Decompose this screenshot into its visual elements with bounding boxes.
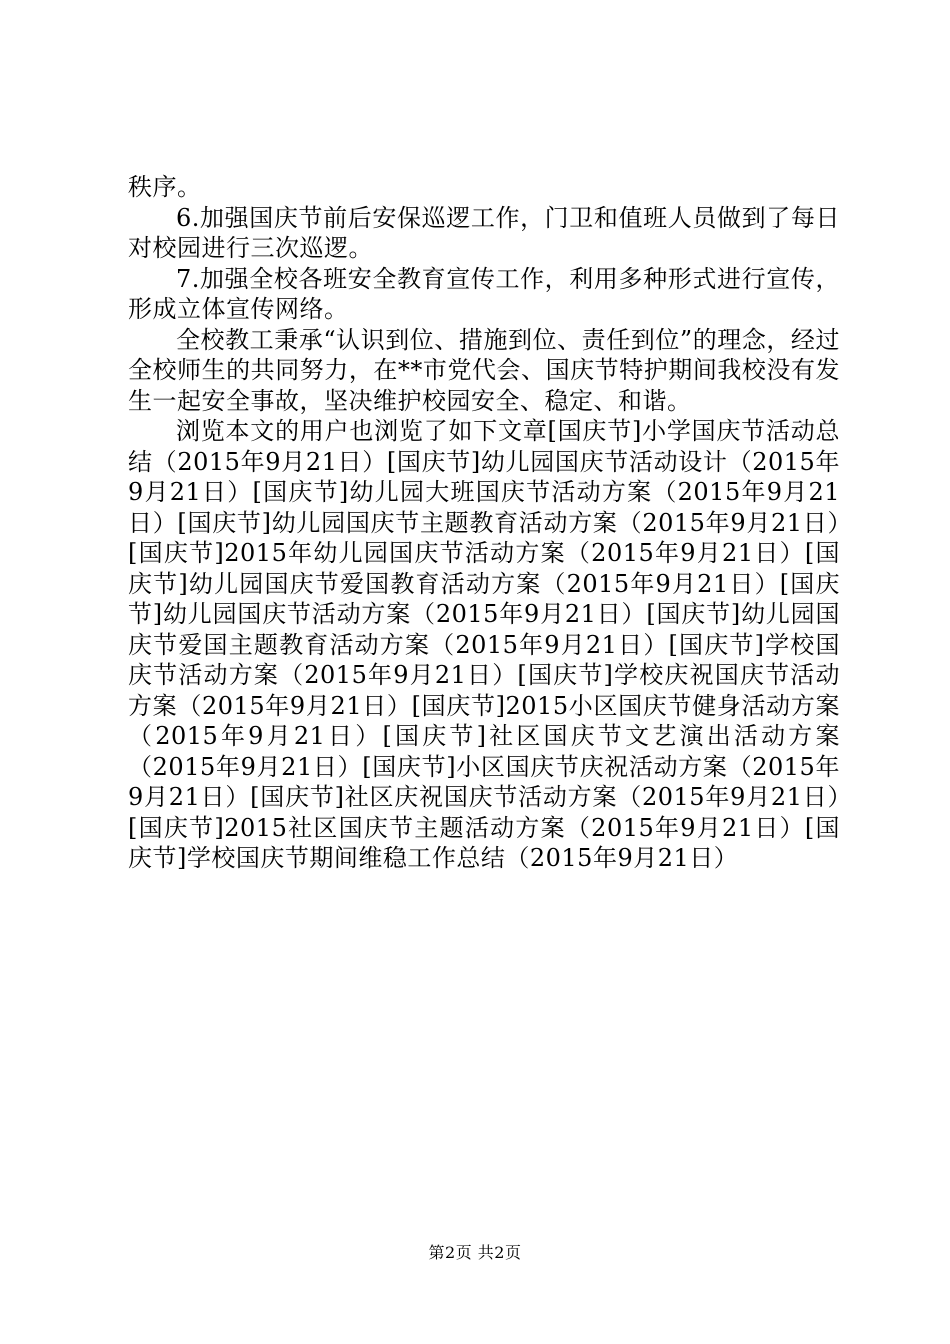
- page-number-footer: 第2页 共2页: [428, 1243, 522, 1262]
- paragraph-conclusion: 全校教工秉承“认识到位、措施到位、责任到位”的理念，经过全校师生的共同努力，在**市党代会、国庆节特护期间我校没有发生一起安全事故，坚决维护校园安全、稳定、和谐。: [128, 325, 840, 415]
- paragraph-item-6: 6.加强国庆节前后安保巡逻工作，门卫和值班人员做到了每日对校园进行三次巡逻。: [128, 203, 840, 262]
- paragraph-related-articles: 浏览本文的用户也浏览了如下文章[国庆节]小学国庆节活动总结（2015年9月21日）[国庆节]幼儿园国庆节活动设计（2015年9月21日）[国庆节]幼儿园大班国庆节活动方案（2015年9月21日）[国庆节]幼儿园国庆节主题教育活动方案（2015年9月21日）[国庆节]2015年幼儿园国庆节活动方案（2015年9月21日）[国庆节]幼儿园国庆节爱国教育活动方案（2015年9月21日）[国庆节]幼儿园国庆节活动方案（2015年9月21日）[国庆节]幼儿园国庆节爱国主题教育活动方案（2015年9月21日）[国庆节]学校国庆节活动方案（2015年9月21日）[国庆节]学校庆祝国庆节活动方案（2015年9月21日）[国庆节]2015小区国庆节健身活动方案（2015年9月21日）[国庆节]社区国庆节文艺演出活动方案（2015年9月21日）[国庆节]小区国庆节庆祝活动方案（2015年9月21日）[国庆节]社区庆祝国庆节活动方案（2015年9月21日）[国庆节]2015社区国庆节主题活动方案（2015年9月21日）[国庆节]学校国庆节期间维稳工作总结（2015年9月21日）: [128, 417, 840, 872]
- paragraph-item-7: 7.加强全校各班安全教育宣传工作，利用多种形式进行宣传，形成立体宣传网络。: [128, 264, 840, 323]
- document-body: [128, 172, 840, 874]
- paragraph-continuation: 秩序。: [128, 173, 202, 201]
